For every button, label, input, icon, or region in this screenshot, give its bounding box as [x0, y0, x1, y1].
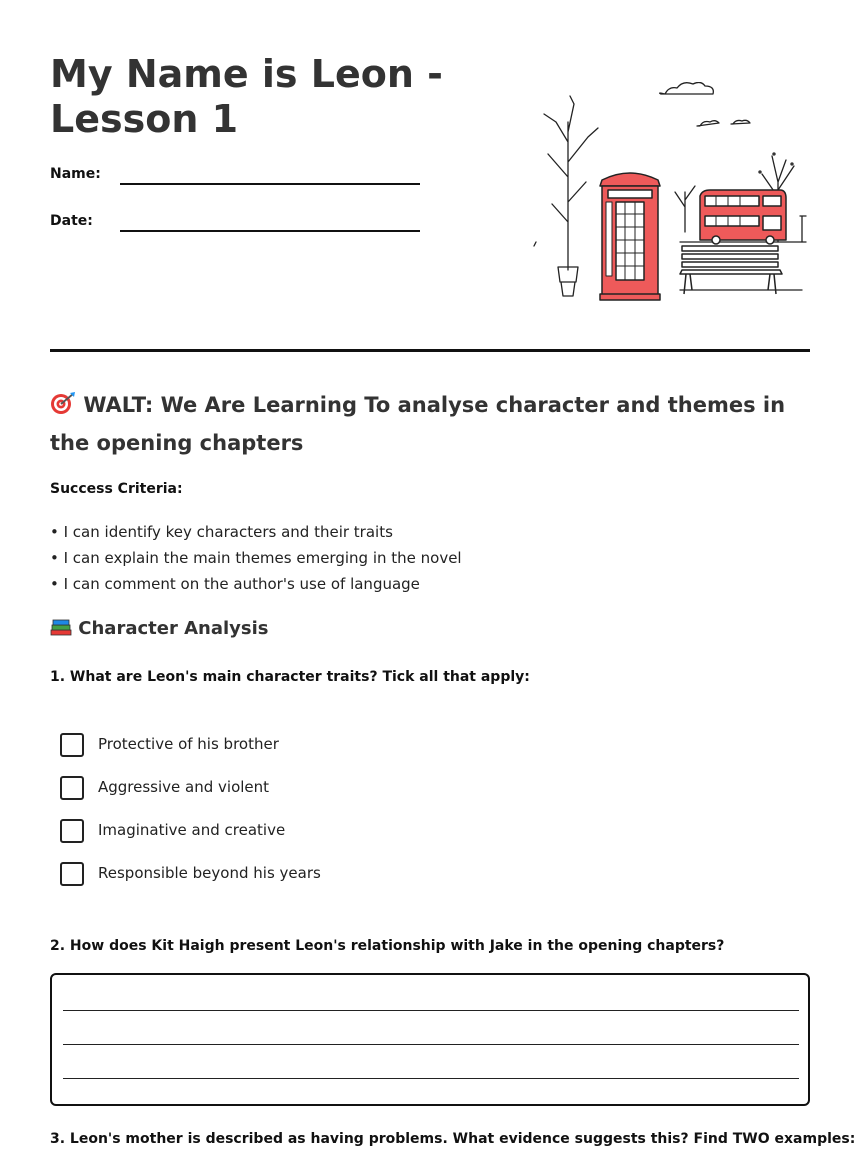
- checklist-item[interactable]: [60, 773, 321, 816]
- checkbox[interactable]: [60, 776, 84, 800]
- trait-checklist: [60, 730, 321, 902]
- walt-text: WALT: We Are Learning To analyse character and themes in the opening chapters: [50, 393, 786, 455]
- section-divider: [50, 349, 810, 352]
- answer-box[interactable]: [50, 973, 810, 1106]
- walt-objective: [50, 386, 810, 462]
- books-icon: [50, 617, 72, 637]
- checkbox-label: Responsible beyond his years: [98, 864, 321, 882]
- question-3: 3. Leon's mother is described as having problems. What evidence suggests this? Find TWO examples:: [50, 1131, 856, 1147]
- answer-line: [63, 1078, 799, 1079]
- checkbox-label: Aggressive and violent: [98, 778, 270, 796]
- checklist-item[interactable]: [60, 816, 321, 859]
- checklist-item[interactable]: [60, 859, 321, 902]
- question-2: 2. How does Kit Haigh present Leon's relationship with Jake in the opening chapters?: [50, 938, 725, 954]
- date-input-line[interactable]: [120, 230, 420, 232]
- checklist-item[interactable]: [60, 730, 321, 773]
- success-criteria-title: Success Criteria:: [50, 481, 183, 497]
- target-dart-icon: [50, 391, 76, 415]
- checkbox-label: Imaginative and creative: [98, 821, 286, 839]
- answer-line: [63, 1044, 799, 1045]
- name-input-line[interactable]: [120, 183, 420, 185]
- checkbox[interactable]: [60, 733, 84, 757]
- checkbox-label: Protective of his brother: [98, 735, 279, 753]
- name-field[interactable]: [50, 166, 430, 196]
- page-title: My Name is Leon - Lesson 1: [50, 52, 443, 141]
- success-criteria-list: [50, 519, 462, 597]
- date-field[interactable]: [50, 213, 430, 243]
- checkbox[interactable]: [60, 819, 84, 843]
- criteria-item: • I can comment on the author's use of language: [50, 575, 420, 593]
- section-heading-text: Character Analysis: [78, 618, 269, 639]
- criteria-item: • I can explain the main themes emerging in the novel: [50, 549, 462, 567]
- answer-line: [63, 1010, 799, 1011]
- question-1: 1. What are Leon's main character traits? Tick all that apply:: [50, 669, 530, 685]
- character-analysis-heading: [50, 617, 269, 639]
- london-street-scene-icon: [530, 82, 810, 304]
- checkbox[interactable]: [60, 862, 84, 886]
- criteria-item: • I can identify key characters and their traits: [50, 523, 393, 541]
- date-label: Date:: [50, 213, 93, 229]
- name-label: Name:: [50, 166, 101, 182]
